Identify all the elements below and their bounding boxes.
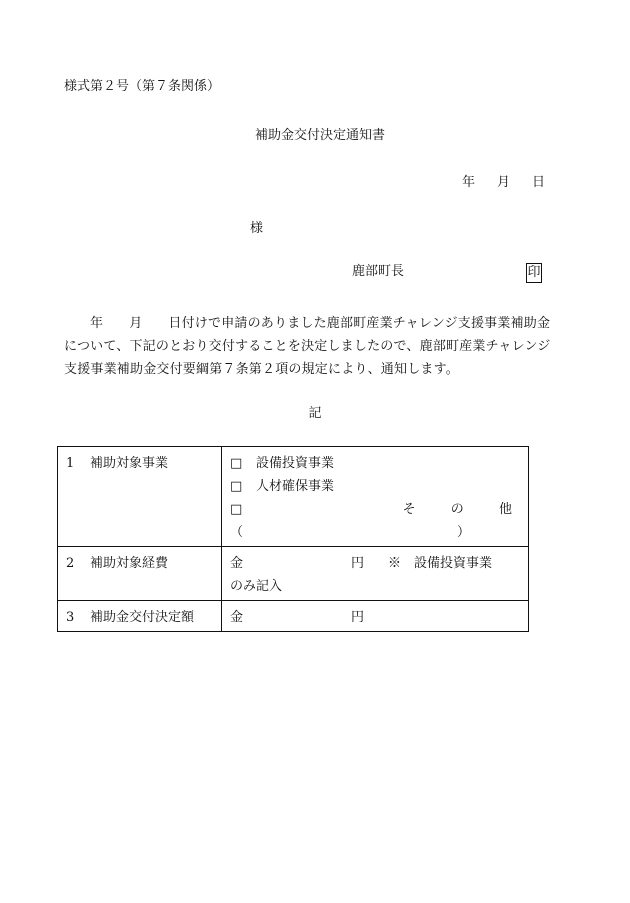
other-char: 他	[498, 502, 512, 517]
table-row	[58, 547, 529, 601]
row-label: 補助金交付決定額	[90, 610, 195, 625]
table-row	[58, 601, 529, 632]
row-label-cell	[58, 601, 222, 632]
date-day: 日	[532, 175, 546, 190]
date-year: 年	[462, 175, 476, 190]
other-char: の	[450, 502, 464, 517]
row-label: 補助対象経費	[90, 556, 169, 571]
addressee-suffix: 様	[250, 221, 264, 236]
form-number: 様式第２号（第７条関係）	[64, 79, 221, 94]
row-number: 2	[66, 556, 75, 571]
amount-unit: 円	[351, 610, 365, 625]
checkbox[interactable]: □	[230, 502, 243, 517]
row-number: 1	[66, 456, 75, 471]
amount-prefix: 金	[230, 556, 244, 571]
body-text: 日付けで申請のありました鹿部町産業チャレンジ支援事業補助金について、下記のとおり交付することを決定しましたので、鹿部町産業チャレンジ支援事業補助金交付要綱第７条第２項の規定により、通知します。	[64, 316, 551, 377]
date-line	[462, 174, 545, 192]
amount-line	[230, 606, 520, 629]
option-item	[230, 452, 520, 475]
amount-unit: 円	[351, 556, 365, 571]
date-month: 月	[497, 175, 511, 190]
option-label: 設備投資事業	[256, 456, 335, 471]
amount-note-cont: のみ記入	[230, 579, 283, 594]
document-title: 補助金交付決定通知書	[254, 128, 385, 143]
notification-body	[64, 312, 562, 381]
option-other	[230, 498, 520, 521]
row-label: 補助対象事業	[90, 456, 169, 471]
amount-prefix: 金	[230, 610, 244, 625]
seal-mark: 印	[526, 263, 542, 283]
paren-close: ）	[456, 525, 470, 540]
paren-open: （	[230, 525, 244, 540]
items-table	[57, 446, 529, 632]
row-label-cell	[58, 447, 222, 547]
option-label: 人材確保事業	[256, 479, 335, 494]
table-row	[58, 447, 529, 547]
other-char: そ	[402, 502, 416, 517]
row-value-cell	[222, 601, 529, 632]
row-value-cell	[222, 547, 529, 601]
amount-line	[230, 552, 520, 575]
body-month: 月	[129, 316, 143, 331]
checkbox[interactable]: □	[230, 456, 243, 471]
amount-note: ※ 設備投資事業	[388, 556, 493, 571]
checkbox[interactable]: □	[230, 479, 243, 494]
body-year: 年	[90, 316, 104, 331]
ki-heading: 記	[308, 406, 322, 421]
other-detail-field[interactable]	[230, 521, 520, 544]
row-value-cell	[222, 447, 529, 547]
row-number: 3	[66, 610, 75, 625]
option-item	[230, 475, 520, 498]
sender-name: 鹿部町長	[352, 264, 405, 279]
row-label-cell	[58, 547, 222, 601]
